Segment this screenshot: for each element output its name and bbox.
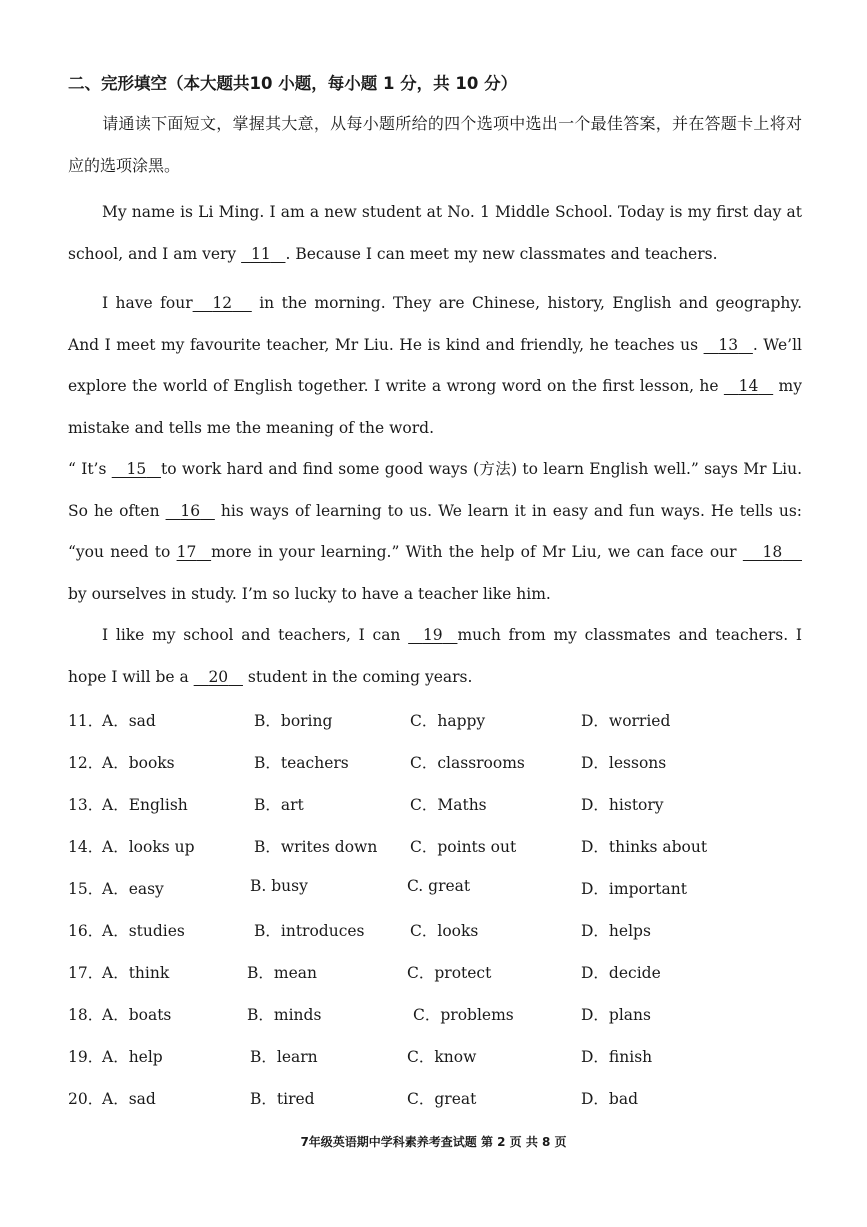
blank-17: 17 xyxy=(176,543,197,561)
blank-15: 15 xyxy=(126,460,147,478)
question-12: 12． A．books B．teachers C．classrooms D．lessons xyxy=(68,754,667,772)
blank-13: 13 xyxy=(718,335,739,354)
blank-16: 16 xyxy=(180,501,201,520)
blank-12: 12 xyxy=(212,294,233,312)
passage-paragraph-4: I like my school and teachers, I can 19 much from my classmates and teachers. I hope I will be a 20 student in the coming years. xyxy=(68,615,802,698)
passage-paragraph-2: I have four 12 in the morning. They are Chinese, history, English and geography. And I meet my favourite teacher, Mr Liu. He is kind and friendly, he teaches us 13 . We’ll explore the world of English together. I write a wrong word on the first lesson, he 14 my mistake and tells me the meaning of the word. xyxy=(68,283,802,449)
passage-paragraph-3: “ It’s 15 to work hard and find some good ways (方法) to learn English well.” says Mr Liu. So he often 16 his ways of learning to us. We learn it in easy and fun ways. He tells us: “you need to 17 more in your learning.” With the help of Mr Liu, we can face our 18 by ourselves in study. I’m so lucky to have a teacher like him. xyxy=(68,449,802,615)
question-18: 18． A．boats B．minds C．problems D．plans xyxy=(68,1006,651,1024)
blank-18: 18 xyxy=(762,543,783,561)
question-20: 20． A．sad B．tired C．great D．bad xyxy=(68,1090,639,1108)
question-11: 11． A．sad B．boring C．happy D．worried xyxy=(68,712,671,730)
blank-19: 19 xyxy=(422,626,443,644)
question-14: 14． A．looks up B．writes down C．points out D．thinks about xyxy=(68,838,708,856)
question-17: 17． A．think B．mean C．protect D．decide xyxy=(68,964,661,982)
page-footer: 7年级英语期中学科素养考查试题 第 2 页 共 8 页 xyxy=(300,1135,567,1149)
passage-paragraph-1: My name is Li Ming. I am a new student at No. 1 Middle School. Today is my first day at school, and I am very 11 . Because I can meet my new classmates and teachers. xyxy=(68,192,802,275)
question-15: 15． A．easy B. busy C. great D．important xyxy=(68,877,687,898)
question-19: 19． A．help B．learn C．know D．finish xyxy=(68,1048,653,1066)
question-13: 13． A．English B．art C．Maths D．history xyxy=(68,796,664,814)
section-heading: 二、完形填空（本大题共10 小题，每小题 1 分，共 10 分） xyxy=(68,74,518,93)
instructions: 请通读下面短文，掌握其大意，从每小题所给的四个选项中选出一个最佳答案，并在答题卡上将对应的选项涂黑。 xyxy=(68,114,802,175)
blank-20: 20 xyxy=(208,667,229,686)
blank-14: 14 xyxy=(738,377,759,395)
blank-11: 11 xyxy=(250,244,271,263)
question-16: 16． A．studies B．introduces C．looks D．helps xyxy=(68,922,651,940)
